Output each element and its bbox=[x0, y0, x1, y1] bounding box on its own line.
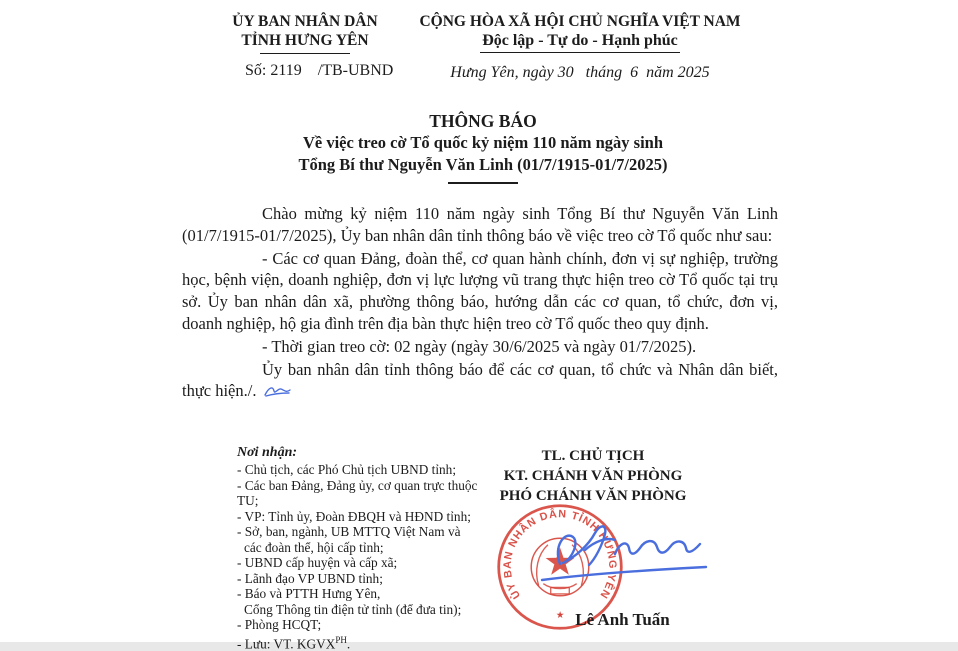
national-header-block bbox=[398, 12, 762, 53]
signer-name: Lê Anh Tuấn bbox=[535, 610, 710, 630]
body-paragraph-2: - Các cơ quan Đảng, đoàn thể, cơ quan hành chính, đơn vị sự nghiệp, trường học, bệnh viện, doanh nghiệp, đơn vị lực lượng vũ trang thực hiện treo cờ Tổ quốc tại trụ sở. Ủy ban nhân dân xã, phường thông báo, hướng dẫn các cơ quan, tổ chức, đơn vị, doanh nghiệp, hộ gia đình trên địa bàn thực hiện treo cờ Tổ quốc theo quy định. bbox=[182, 248, 778, 335]
signature-authority-line2: KT. CHÁNH VĂN PHÒNG bbox=[448, 466, 738, 486]
seal-text: ỦY BAN NHÂN DÂN TỈNH HƯNG YÊN bbox=[502, 507, 619, 601]
doc-number bbox=[245, 62, 393, 80]
luu-prefix: - Lưu: VT. KGVX bbox=[237, 636, 335, 651]
body-paragraph-1: Chào mừng kỷ niệm 110 năm ngày sinh Tổng Bí thư Nguyễn Văn Linh (01/7/1915-01/7/2025), Ủy ban nhân dân tỉnh thông báo về việc treo cờ Tổ quốc như sau: bbox=[182, 203, 778, 247]
luu-superscript: PH bbox=[335, 635, 347, 645]
doc-subtitle-line1: Về việc treo cờ Tổ quốc kỷ niệm 110 năm ngày sinh bbox=[179, 132, 787, 154]
national-title: CỘNG HÒA XÃ HỘI CHỦ NGHĨA VIỆT NAM bbox=[398, 12, 762, 31]
issuing-org-block bbox=[200, 12, 410, 54]
place-date: Hưng Yên, ngày 30 tháng 6 năm 2025 bbox=[398, 64, 762, 82]
doc-title: THÔNG BÁO bbox=[179, 110, 787, 132]
doc-number-value: Số: 2119 bbox=[245, 62, 302, 79]
recipient-line-continuation: Cổng Thông tin điện tử tỉnh (để đưa tin); bbox=[237, 602, 497, 618]
doc-number-suffix: /TB-UBND bbox=[318, 62, 394, 79]
recipients-heading: Nơi nhận: bbox=[237, 444, 497, 462]
recipient-line: - Các ban Đảng, Đảng ủy, cơ quan trực thuộc TU; bbox=[237, 478, 497, 509]
title-rule bbox=[448, 182, 518, 184]
signature-authority-line3: PHÓ CHÁNH VĂN PHÒNG bbox=[448, 486, 738, 506]
signature-authority-line1: TL. CHỦ TỊCH bbox=[448, 446, 738, 466]
recipient-line: - UBND cấp huyện và cấp xã; bbox=[237, 555, 497, 571]
body-paragraph-4 bbox=[182, 359, 778, 403]
recipient-line: - Sở, ban, ngành, UB MTTQ Việt Nam và bbox=[237, 524, 497, 540]
org-underline-rule bbox=[260, 53, 350, 54]
body-paragraph-4-text: Ủy ban nhân dân tỉnh thông báo để các cơ quan, tổ chức và Nhân dân biết, thực hiện./. bbox=[182, 360, 778, 401]
seal-bottom-star: ★ bbox=[556, 611, 564, 621]
issuing-org-province: TỈNH HƯNG YÊN bbox=[200, 31, 410, 50]
recipient-line: - Lãnh đạo VP UBND tỉnh; bbox=[237, 571, 497, 587]
recipient-line-luu bbox=[237, 633, 497, 651]
recipient-line: - VP: Tỉnh ủy, Đoàn ĐBQH và HĐND tỉnh; bbox=[237, 509, 497, 525]
recipient-line-continuation: các đoàn thể, hội cấp tỉnh; bbox=[237, 540, 497, 556]
national-motto: Độc lập - Tự do - Hạnh phúc bbox=[480, 31, 680, 53]
recipient-line: - Phòng HCQT; bbox=[237, 617, 497, 633]
doc-subtitle-line2: Tổng Bí thư Nguyễn Văn Linh (01/7/1915-01/7/2025) bbox=[179, 154, 787, 176]
doc-title-block bbox=[179, 110, 787, 184]
signature-scribble bbox=[536, 512, 716, 597]
body-text-block bbox=[182, 203, 778, 402]
body-paragraph-3: - Thời gian treo cờ: 02 ngày (ngày 30/6/2025 và ngày 01/7/2025). bbox=[182, 336, 778, 358]
handwritten-initial-icon bbox=[262, 384, 292, 398]
recipient-line: - Báo và PTTH Hưng Yên, bbox=[237, 586, 497, 602]
luu-suffix: . bbox=[347, 636, 350, 651]
recipient-line: - Chủ tịch, các Phó Chủ tịch UBND tỉnh; bbox=[237, 462, 497, 478]
signature-title-block bbox=[448, 446, 738, 506]
issuing-org-name: ỦY BAN NHÂN DÂN bbox=[200, 12, 410, 31]
